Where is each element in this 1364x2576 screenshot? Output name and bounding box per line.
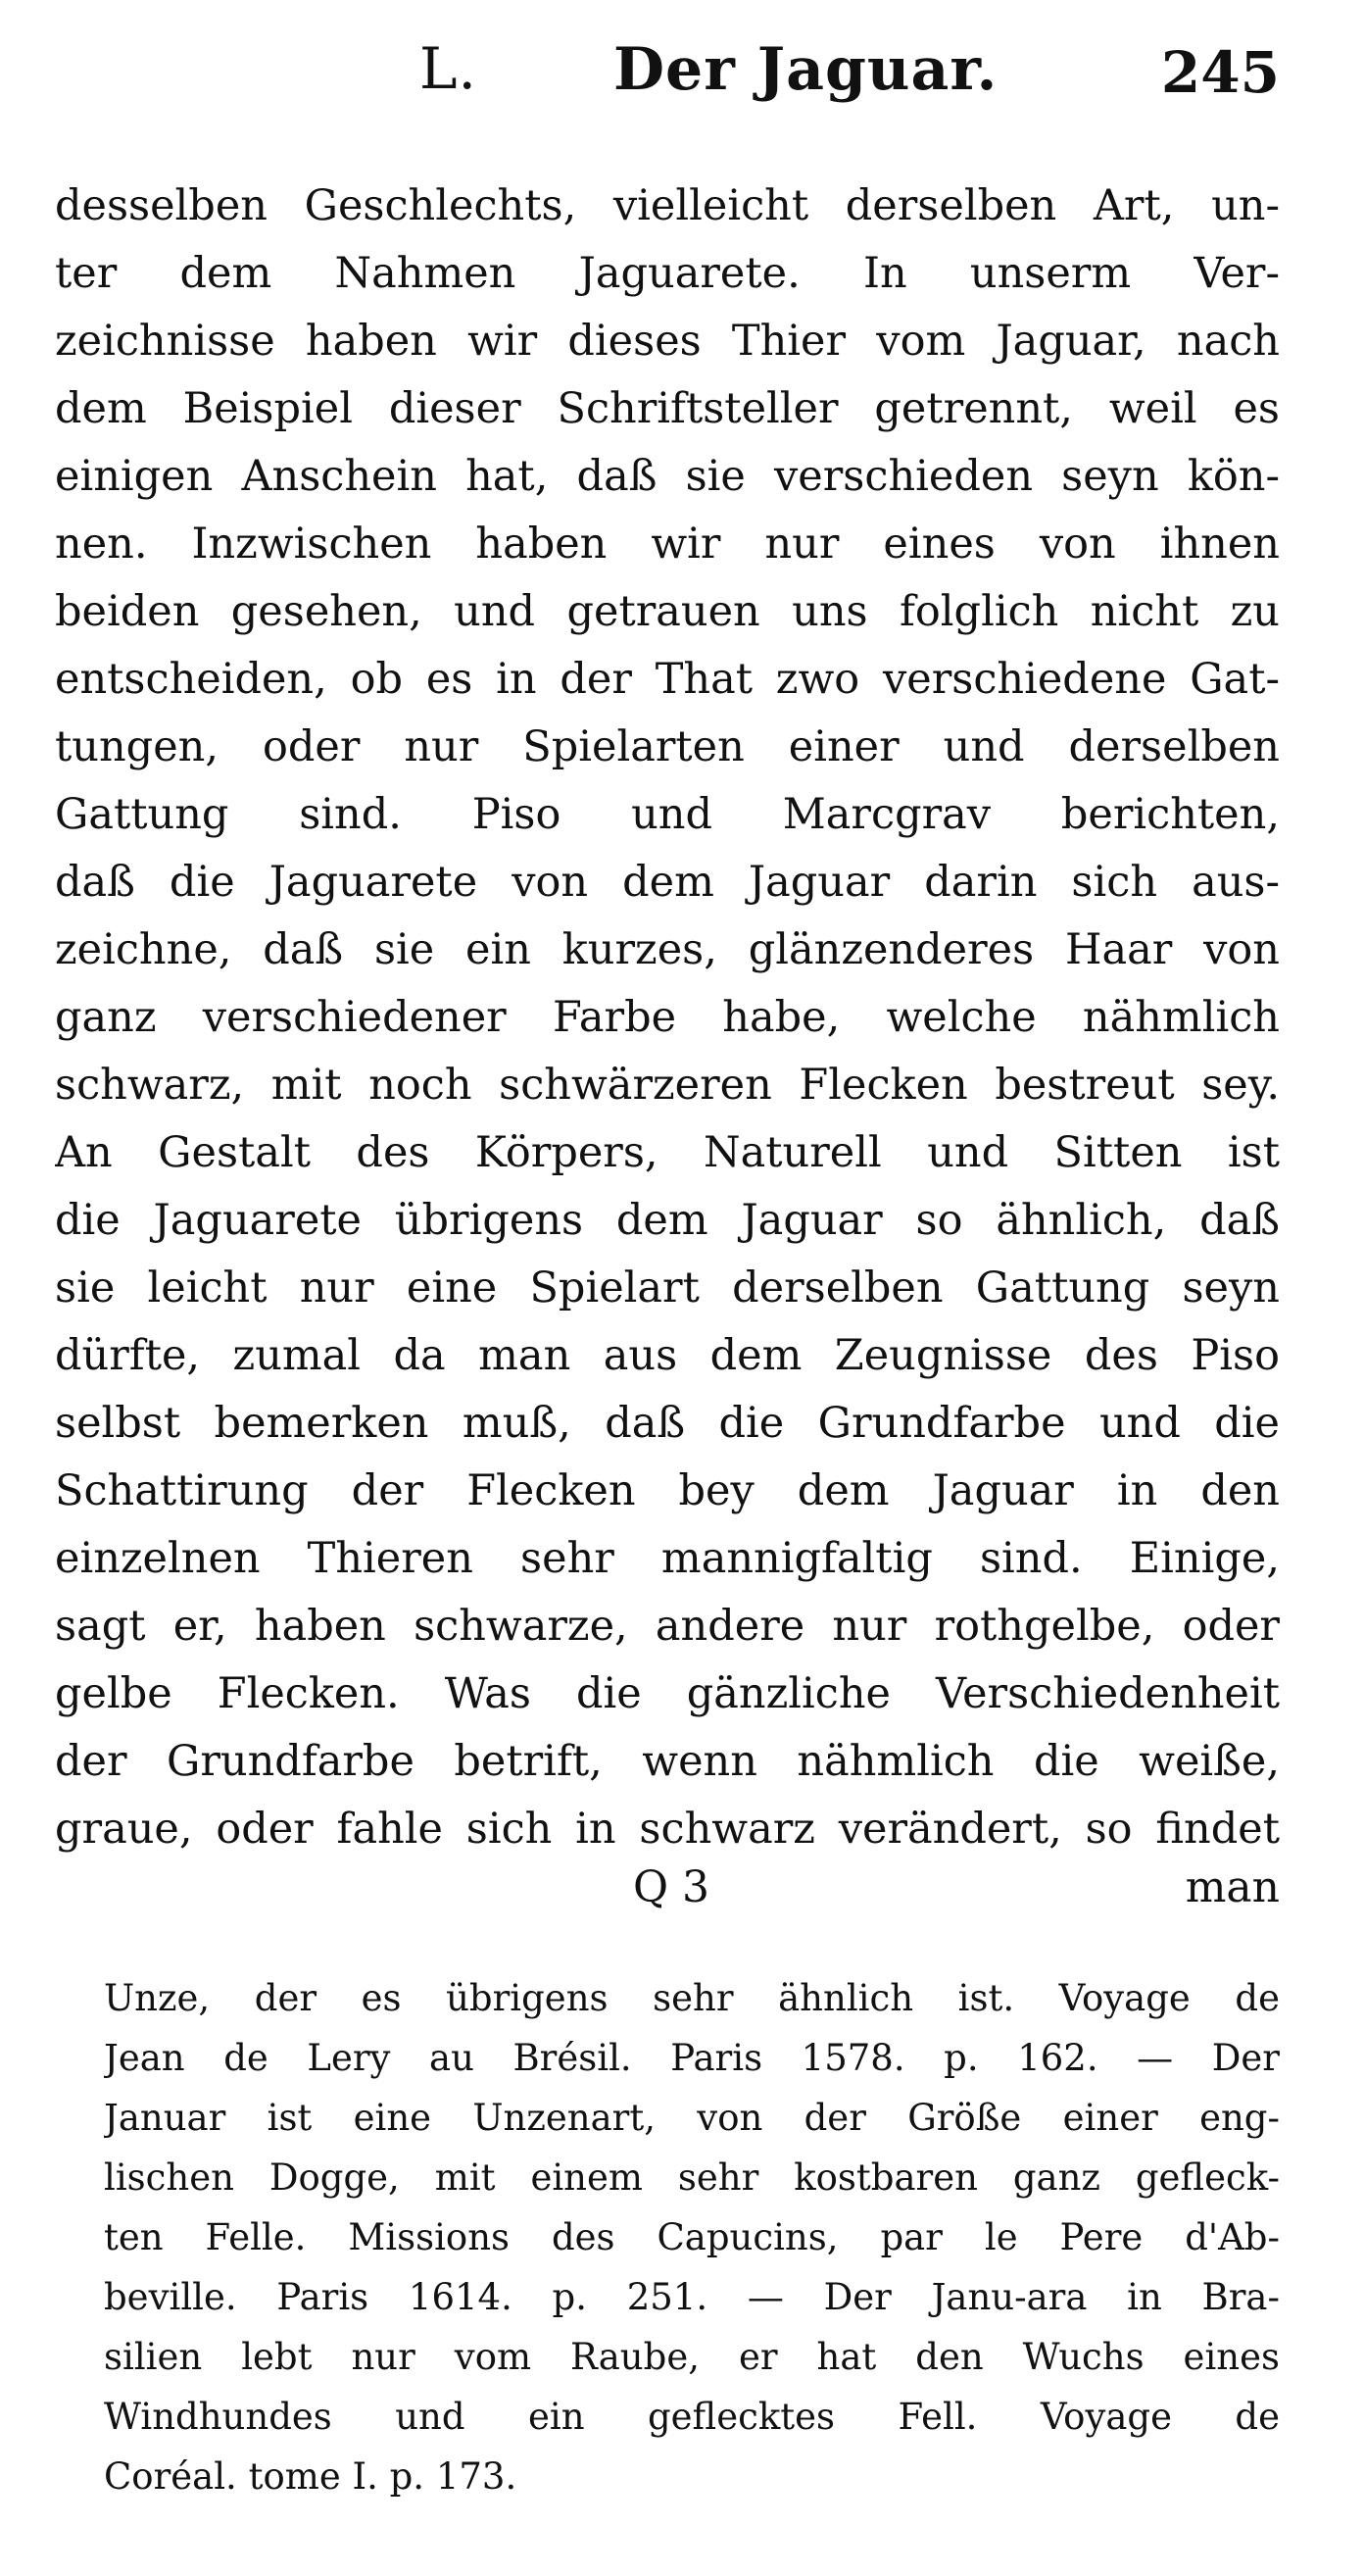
signature-row	[55, 1862, 1280, 1921]
text-line: nen. Inzwischen haben wir nur eines von ihnen	[55, 520, 1280, 569]
text-line: entscheiden, ob es in der That zwo verschiedene Gat-	[55, 655, 1280, 704]
footnote-line: Januar ist eine Unzenart, von der Größe einer eng-	[104, 2097, 1280, 2139]
footnote-line: silien lebt nur vom Raube, er hat den Wuchs eines	[104, 2336, 1280, 2378]
footnote-line: beville. Paris 1614. p. 251. — Der Janu-ara in Bra-	[104, 2276, 1280, 2318]
footnote-line: lischen Dogge, mit einem sehr kostbaren ganz gefleck-	[104, 2156, 1280, 2199]
text-line: Gattung sind. Piso und Marcgrav berichten,	[55, 790, 1280, 839]
text-line: sagt er, haben schwarze, andere nur rothgelbe, oder	[55, 1602, 1280, 1651]
catchword: man	[1185, 1862, 1280, 1912]
page-number: 245	[1160, 39, 1280, 106]
footnote-line: Windhundes und ein geflecktes Fell. Voyage de	[104, 2396, 1280, 2438]
text-line: die Jaguarete übrigens dem Jaguar so ähnlich, daß	[55, 1196, 1280, 1245]
footnote-line: ten Felle. Missions des Capucins, par le Pere d'Ab-	[104, 2216, 1280, 2258]
text-line: einigen Anschein hat, daß sie verschieden seyn kön-	[55, 452, 1280, 501]
text-line: ter dem Nahmen Jaguarete. In unserm Ver-	[55, 249, 1280, 298]
text-line: dürfte, zumal da man aus dem Zeugnisse des Piso	[55, 1331, 1280, 1380]
text-line: tungen, oder nur Spielarten einer und derselben	[55, 722, 1280, 771]
footnote-line: Jean de Lery au Brésil. Paris 1578. p. 162. — Der	[104, 2037, 1280, 2079]
text-line: ganz verschiedener Farbe habe, welche nähmlich	[55, 993, 1280, 1042]
chapter-number: L.	[419, 35, 477, 102]
running-title: Der Jaguar.	[613, 35, 999, 104]
main-text	[55, 173, 1280, 1863]
text-line: selbst bemerken muß, daß die Grundfarbe und die	[55, 1399, 1280, 1448]
running-header	[55, 35, 1280, 124]
text-line: gelbe Flecken. Was die gänzliche Verschiedenheit	[55, 1669, 1280, 1718]
text-line: zeichnisse haben wir dieses Thier vom Jaguar, nach	[55, 317, 1280, 366]
text-line: der Grundfarbe betrift, wenn nähmlich die weiße,	[55, 1737, 1280, 1786]
text-line: An Gestalt des Körpers, Naturell und Sitten ist	[55, 1128, 1280, 1177]
signature-mark: Q 3	[633, 1862, 710, 1912]
text-line: schwarz, mit noch schwärzeren Flecken bestreut sey.	[55, 1061, 1280, 1110]
text-line: Schattirung der Flecken bey dem Jaguar in den	[55, 1466, 1280, 1515]
text-line: desselben Geschlechts, vielleicht derselben Art, un-	[55, 181, 1280, 230]
footnote-line: Coréal. tome I. p. 173.	[104, 2455, 517, 2498]
text-line: graue, oder fahle sich in schwarz verändert, so findet	[55, 1805, 1280, 1854]
text-line: beiden gesehen, und getrauen uns folglich nicht zu	[55, 587, 1280, 636]
footnote-line: Unze, der es übrigens sehr ähnlich ist. Voyage de	[104, 1977, 1280, 2019]
text-line: zeichne, daß sie ein kurzes, glänzenderes Haar von	[55, 925, 1280, 974]
text-line: einzelnen Thieren sehr mannigfaltig sind. Einige,	[55, 1534, 1280, 1583]
text-line: dem Beispiel dieser Schriftsteller getrennt, weil es	[55, 384, 1280, 433]
text-line: sie leicht nur eine Spielart derselben Gattung seyn	[55, 1263, 1280, 1313]
text-line: daß die Jaguarete von dem Jaguar darin sich aus-	[55, 858, 1280, 907]
footnote	[104, 1968, 1280, 2506]
